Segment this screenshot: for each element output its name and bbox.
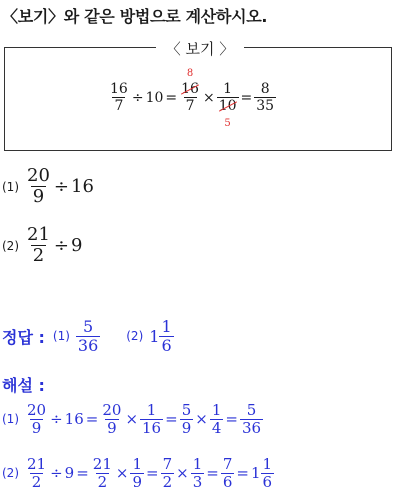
equals-sign: = xyxy=(240,90,253,107)
problem-2-label: (2) xyxy=(2,238,19,253)
example-fraction-1: $\frac{16}{7}$ xyxy=(110,81,128,115)
divide-sign: ÷ xyxy=(53,235,69,257)
problem-2-fraction: $\frac{21}{2}$ xyxy=(27,224,50,266)
problem-1-divisor: 16 xyxy=(71,176,94,198)
divisor: 16 xyxy=(64,410,84,429)
fraction: $\frac{20}{9}$ xyxy=(27,401,47,437)
answer-section xyxy=(2,318,174,355)
divide-sign: ÷ xyxy=(131,90,144,107)
equals-sign: = xyxy=(165,410,178,429)
fraction: $\frac{7}{6}$ xyxy=(222,455,233,491)
solution-1-label: (1) xyxy=(2,412,19,427)
fraction: $\frac{20}{9}$ xyxy=(102,401,122,437)
fraction: $\frac{21}{2}$ xyxy=(92,455,112,491)
cancel-note-8: 8 xyxy=(186,68,194,79)
solution-line-2 xyxy=(2,456,274,491)
instruction-text: 〈보기〉와 같은 방법으로 계산하시오. xyxy=(2,7,268,26)
example-box-title: 〈 보기 〉 xyxy=(0,38,400,59)
multiply-sign: × xyxy=(195,410,208,429)
fraction: $\frac{1}{16}$ xyxy=(142,401,162,437)
divide-sign: ÷ xyxy=(53,176,69,198)
fraction: $\frac{21}{2}$ xyxy=(27,455,47,491)
example-fraction-3: 1 10 5 xyxy=(218,81,237,130)
answer-2-fraction: $\frac{1}{6}$ xyxy=(161,317,172,355)
fraction: $\frac{1}{4}$ xyxy=(211,401,222,437)
equals-sign: = xyxy=(225,410,238,429)
problem-2 xyxy=(2,225,82,266)
fraction: $\frac{5}{9}$ xyxy=(181,401,192,437)
equals-sign: = xyxy=(76,464,89,483)
cancelled-denominator: 10 xyxy=(218,98,237,115)
example-result: $\frac{8}{35}$ xyxy=(256,81,275,115)
cancelled-numerator: 16 xyxy=(181,81,199,97)
solution-heading: 해설 : xyxy=(2,376,45,395)
answer-heading: 정답 : xyxy=(2,327,45,347)
equals-sign: = xyxy=(85,410,99,429)
fraction: $\frac{5}{36}$ xyxy=(241,401,262,437)
divide-sign: ÷ xyxy=(50,464,63,483)
multiply-sign: × xyxy=(125,410,139,429)
problem-2-divisor: 9 xyxy=(71,235,83,257)
fraction: $\frac{1}{3}$ xyxy=(192,455,203,491)
fraction: $\frac{7}{2}$ xyxy=(162,455,173,491)
cancel-note-5: 5 xyxy=(224,118,231,130)
example-divisor: 10 xyxy=(145,90,164,107)
example-equation xyxy=(108,68,276,130)
divide-sign: ÷ xyxy=(50,410,63,429)
solution-2-label: (2) xyxy=(2,466,19,481)
mixed-whole: 1 xyxy=(250,464,261,483)
multiply-sign: × xyxy=(176,464,189,483)
problem-1-label: (1) xyxy=(2,179,19,194)
multiply-sign: × xyxy=(202,90,215,107)
equals-sign: = xyxy=(206,464,219,483)
fraction: $\frac{1}{6}$ xyxy=(262,455,273,491)
answer-2-label: (2) xyxy=(126,329,144,344)
problem-1 xyxy=(2,166,94,207)
answer-2-whole: 1 xyxy=(149,326,160,346)
divisor: 9 xyxy=(64,464,75,483)
answer-1-label: (1) xyxy=(52,329,70,344)
solution-line-1 xyxy=(2,402,263,437)
answer-1-fraction: $\frac{5}{36}$ xyxy=(77,317,99,355)
fraction: $\frac{1}{9}$ xyxy=(132,455,143,491)
problem-1-fraction: $\frac{20}{9}$ xyxy=(27,165,50,207)
example-fraction-2: 8 16 7 xyxy=(181,68,199,115)
equals-sign: = xyxy=(165,90,178,107)
multiply-sign: × xyxy=(115,464,129,483)
equals-sign: = xyxy=(146,464,159,483)
equals-sign: = xyxy=(236,464,249,483)
